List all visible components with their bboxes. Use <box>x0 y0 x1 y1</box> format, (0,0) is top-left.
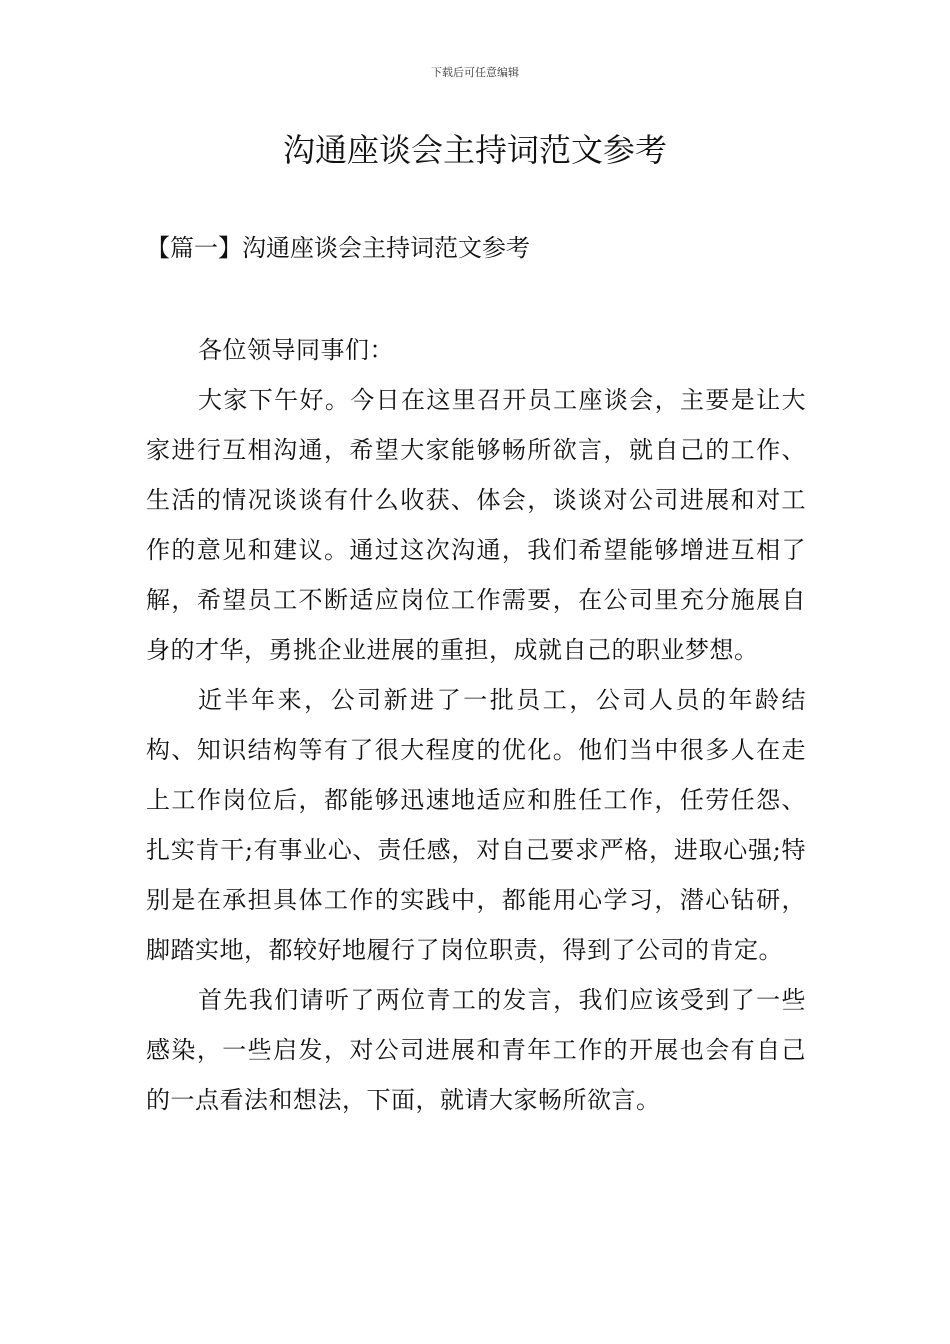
document-body <box>146 325 806 1125</box>
paragraph-2: 近半年来，公司新进了一批员工，公司人员的年龄结构、知识结构等有了很大程度的优化。他们当中很多人在走上工作岗位后，都能够迅速地适应和胜任工作，任劳任怨、扎实肯干;有事业心、责任感，对自己要求严格，进取心强;特别是在承担具体工作的实践中，都能用心学习，潜心钻研，脚踏实地，都较好地履行了岗位职责，得到了公司的肯定。 <box>146 686 806 964</box>
section-heading: 【篇一】沟通座谈会主持词范文参考 <box>146 234 530 262</box>
salutation: 各位领导同事们： <box>198 336 394 364</box>
document-title: 沟通座谈会主持词范文参考 <box>282 131 667 169</box>
paragraph-3: 首先我们请听了两位青工的发言，我们应该受到了一些感染，一些启发，对公司进展和青年工作的开展也会有自己的一点看法和想法，下面，就请大家畅所欲言。 <box>146 986 806 1114</box>
header-note: 下载后可任意编辑 <box>431 66 519 79</box>
paragraph-1: 大家下午好。今日在这里召开员工座谈会，主要是让大家进行互相沟通，希望大家能够畅所欲言，就自己的工作、生活的情况谈谈有什么收获、体会，谈谈对公司进展和对工作的意见和建议。通过这次沟通，我们希望能够增进互相了解，希望员工不断适应岗位工作需要，在公司里充分施展自身的才华，勇挑企业进展的重担，成就自己的职业梦想。 <box>146 386 806 664</box>
